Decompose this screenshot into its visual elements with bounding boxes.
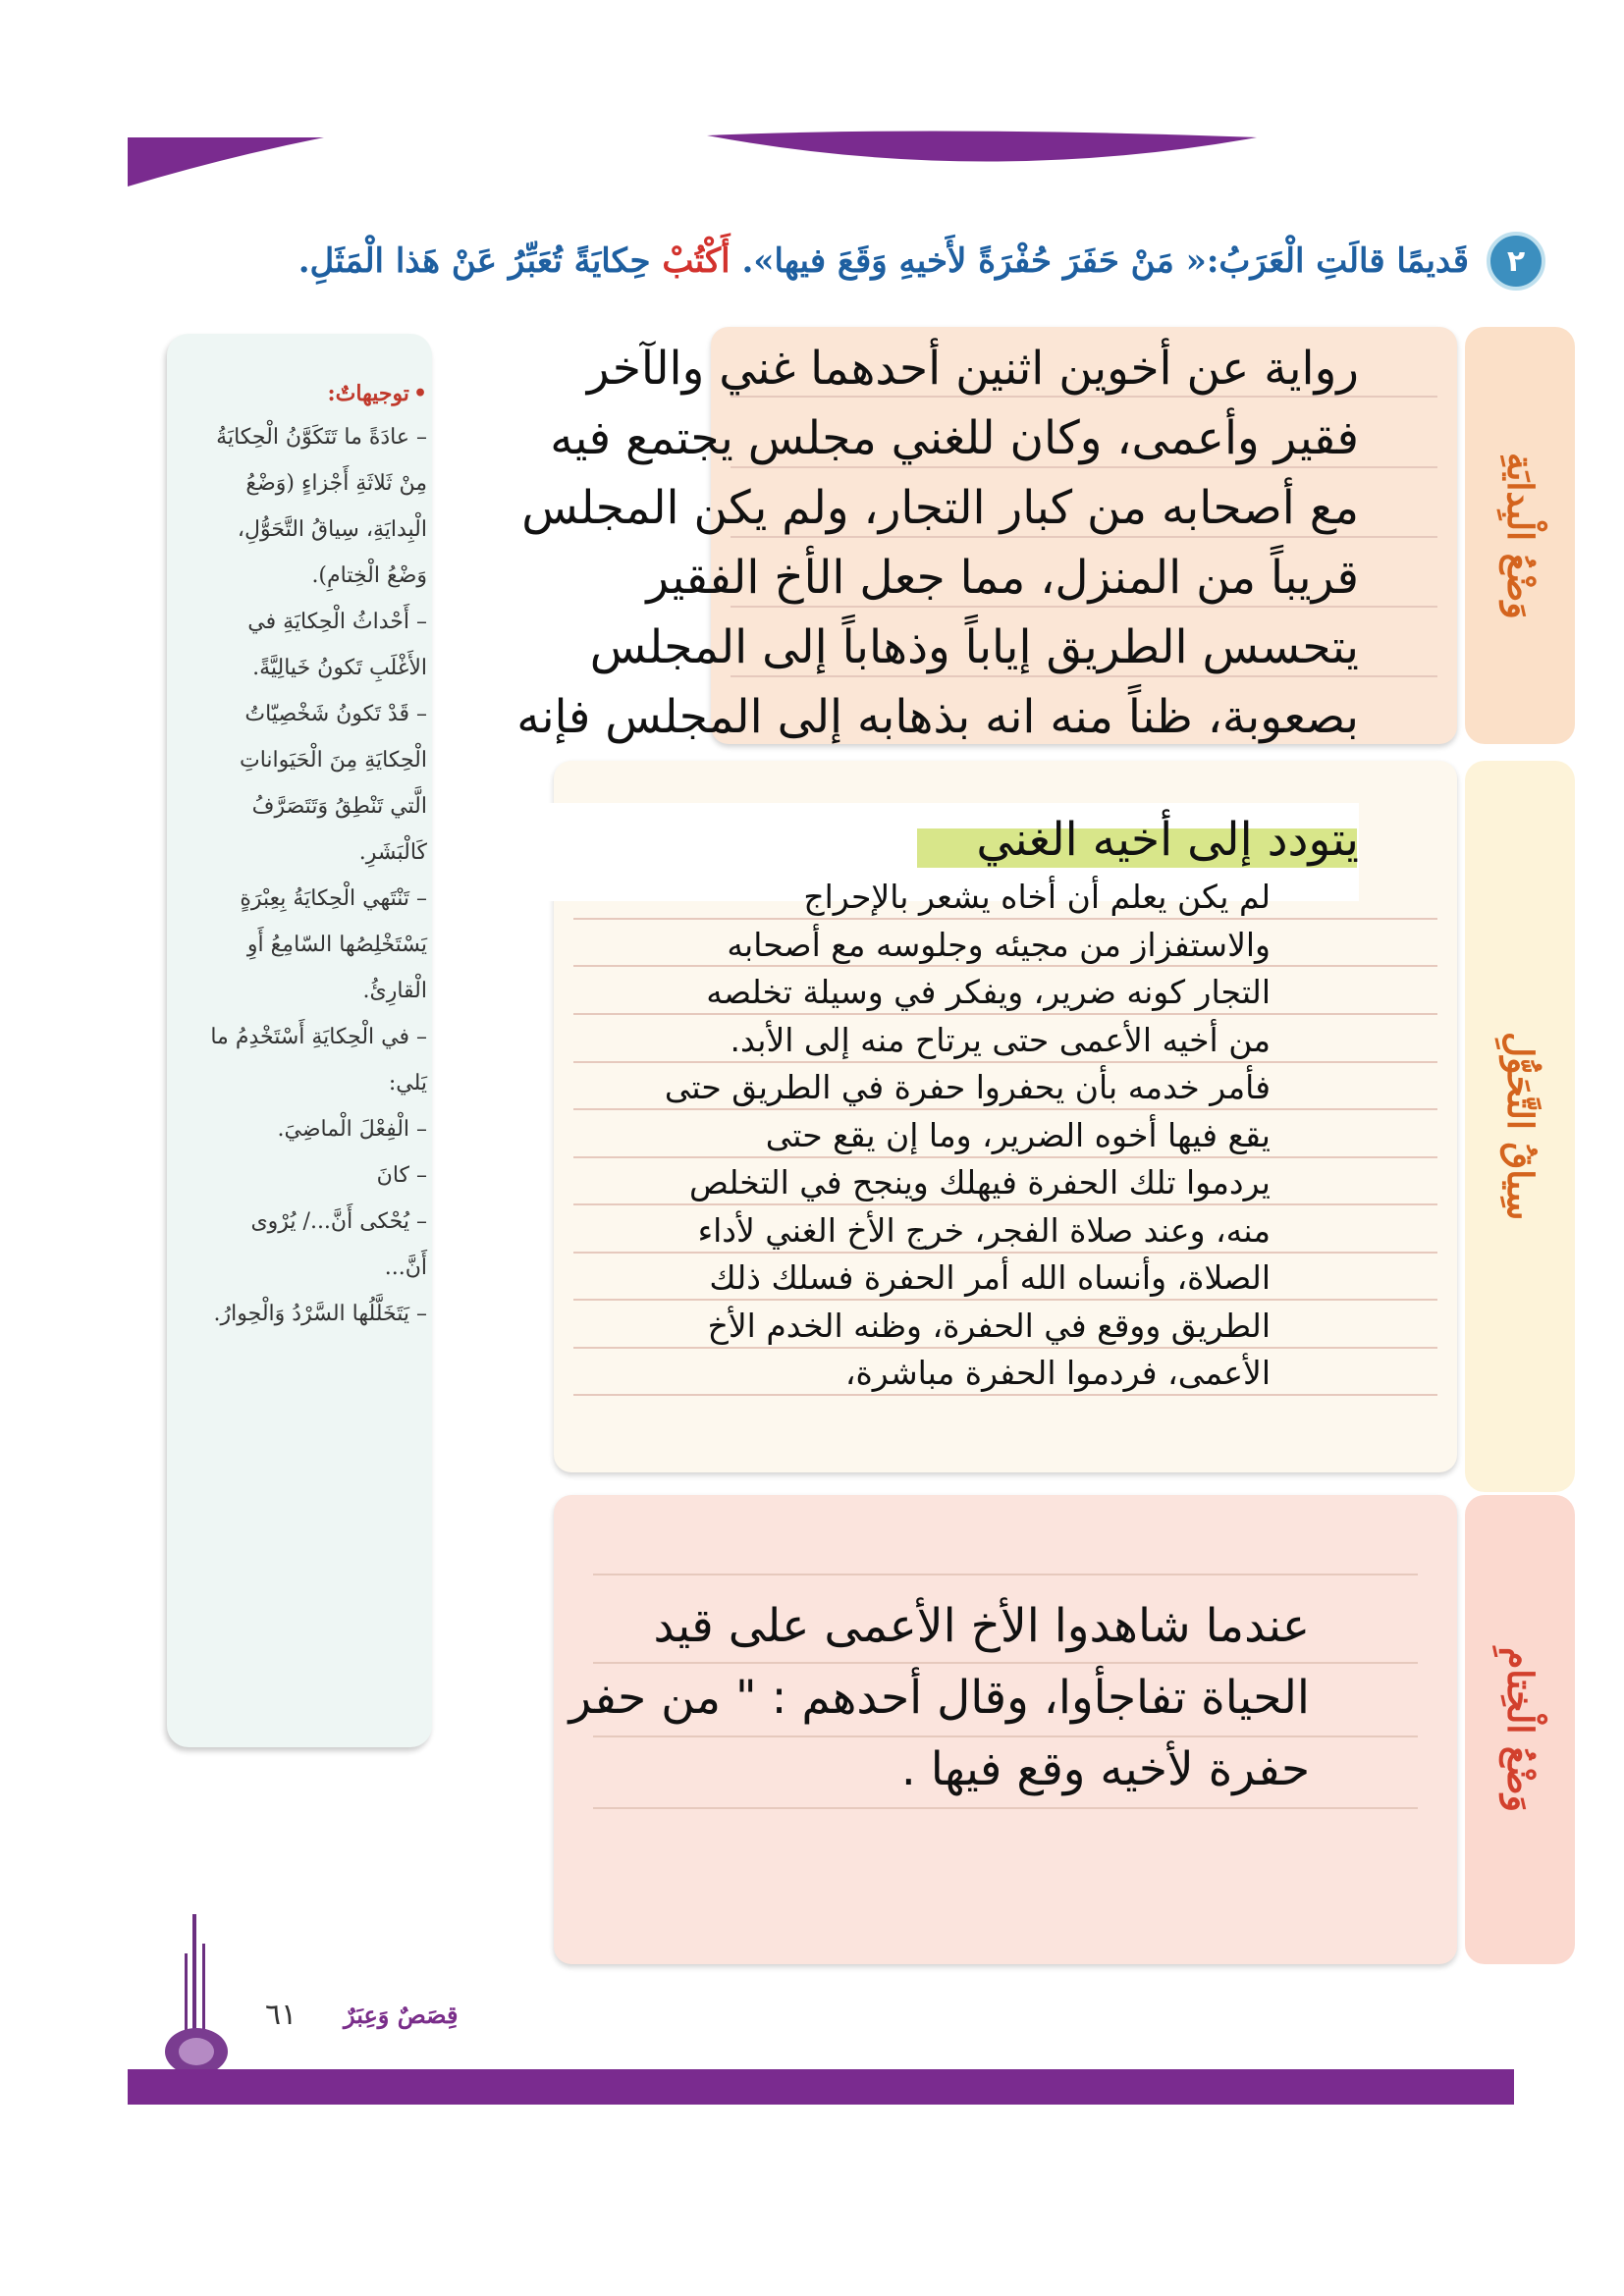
- instruction-line: – يُحْكى أَنَّ.../ يُرْوى: [250, 1209, 427, 1234]
- stage-tab-start: [1465, 327, 1575, 744]
- instruction-line: الَّتي تَنْطِقُ وَتَتَصَرَّفُ: [251, 794, 427, 819]
- story-end-line: الحياة تفاجأوا، وقال أحدهم : " من حفر: [568, 1671, 1310, 1725]
- instruction-line: – يَتَخَلَّلُها السَّرْدُ وَالْحِوارُ.: [213, 1302, 427, 1326]
- story-middle-line: يردموا تلك الحفرة فيهلك وينجح في التخلص: [688, 1163, 1271, 1201]
- instructions-title: • توجيهاتٌ:: [177, 381, 427, 406]
- top-decorative-band: [0, 0, 1624, 255]
- instruction-line: مِنْ ثَلاثَةِ أَجْزاءٍ (وَضْعُ: [245, 471, 427, 496]
- story-middle-line: الطريق ووقع في الحفرة، وظنه الخدم الأخ: [707, 1306, 1271, 1345]
- instruction-line: – تَنْتَهي الْحِكايَةُ بِعِبْرَةٍ: [240, 886, 427, 911]
- story-start-line: بصعوبة، ظناً منه انه بذهابه إلى المجلس فإنه: [516, 690, 1359, 744]
- story-middle-line: التجار كونه ضرير، ويفكر في وسيلة تخلصه: [706, 973, 1271, 1011]
- instruction-line: الْبِدايَةِ، سِياقُ التَّحَوُّلِ،: [237, 517, 427, 542]
- story-middle-text: [465, 874, 1271, 1398]
- instruction-line: – الْفِعْلَ الْماضِيَ.: [277, 1117, 427, 1142]
- story-end-line: حفرة لأخيه وقع فيها .: [900, 1742, 1310, 1796]
- book-title: قِصَصٌ وَعِبَرٌ: [344, 2001, 459, 2029]
- story-middle-line: الصلاة، وأنساه الله أمر الحفرة فسلك ذلك: [709, 1258, 1271, 1297]
- stage-tab-end: [1465, 1495, 1575, 1964]
- story-start-line: يتحسس الطريق إياباً وذهاباً إلى المجلس: [589, 620, 1359, 674]
- story-middle-line: والاستفزاز من مجيئه وجلوسه مع أصحابه: [727, 925, 1271, 964]
- story-middle-line: فأمر خدمه بأن يحفروا حفرة في الطريق حتى: [664, 1068, 1271, 1106]
- instruction-line: – قَدْ تَكونُ شَخْصِيّاتُ: [244, 702, 427, 726]
- instruction-line: – أَحْداثُ الْحِكايَةِ في: [247, 610, 427, 634]
- story-start-line: فقير وأعمى، وكان للغني مجلس يجتمع فيه: [550, 411, 1359, 465]
- instructions-content: [177, 381, 427, 1337]
- page-number: ٦١: [265, 1998, 298, 2032]
- story-middle-line: لم يكن يعلم أن أخاه يشعر بالإحراج: [803, 878, 1271, 916]
- instruction-line: وَضْعُ الْخِتامِ).: [311, 563, 427, 588]
- instruction-line: أَنَّ...: [384, 1255, 427, 1280]
- instruction-line: الْقارِئُ.: [362, 979, 427, 1003]
- question-rest: حِكايَةً تُعَبِّرُ عَنْ هَذا الْمَثَلِ.: [298, 241, 651, 281]
- question-verb: أَكْتُبْ: [662, 241, 731, 281]
- story-middle-line: الأعمى، فردموا الحفرة مباشرة،: [844, 1354, 1271, 1392]
- story-start-line: يتودد إلى أخيه الغني: [976, 813, 1359, 867]
- instruction-line: كَالْبَشَرِ.: [358, 840, 427, 865]
- instruction-line: الْحِكايَةِ مِنَ الْحَيَواناتِ: [240, 748, 427, 773]
- story-start-line: رواية عن أخوين اثنين أحدهما غني والآخر: [586, 342, 1359, 396]
- bottom-decorative-bar: [128, 2069, 1514, 2105]
- question-number-badge: ٢: [1487, 232, 1545, 291]
- story-middle-line: من أخيه الأعمى حتى يرتاح منه إلى الأبد.: [730, 1020, 1271, 1059]
- stage-tab-middle: [1465, 761, 1575, 1492]
- instruction-line: – عادَةً ما تَتَكَوَّنُ الْحِكايَةُ: [216, 425, 427, 450]
- story-start-line: مع أصحابه من كبار التجار، ولم يكن المجلس: [521, 481, 1359, 535]
- stage-label-end: وَضْعُ الْخِتامِ: [1499, 1647, 1541, 1812]
- book-logo-icon: [157, 1914, 236, 2081]
- story-end-line: عندما شاهدوا الأخ الأعمى على قيد: [653, 1599, 1310, 1653]
- stage-label-middle: سِياقُ التَّحَوُّلِ: [1499, 1032, 1541, 1221]
- instruction-line: – في الْحِكايَةِ أَسْتَخْدِمُ ما: [210, 1025, 427, 1049]
- story-middle-line: منه، وعند صلاة الفجر، خرج الأخ الغني لأداء: [697, 1210, 1271, 1250]
- instruction-line: الأَغْلَبِ تَكونُ خَيالِيَّةً.: [252, 656, 427, 680]
- question-header: [92, 232, 1545, 291]
- instruction-line: – كانَ: [376, 1163, 427, 1188]
- stage-label-start: وَضْعُ الْبِدايَةِ: [1499, 452, 1541, 619]
- instruction-line: يَسْتَخْلِصُها السّامِعُ أَوِ: [246, 933, 427, 957]
- question-proverb: قَديمًا قالَتِ الْعَرَبُ:« مَنْ حَفَرَ حُفْرَةً لأَخيهِ وَقَعَ فيها».: [741, 241, 1469, 281]
- question-text: [298, 241, 1469, 281]
- instruction-line: يَلي:: [388, 1071, 427, 1095]
- story-middle-line: يقع فيها أخوه الضرير، وما إن يقع حتى: [765, 1115, 1271, 1154]
- story-start-line: قريباً من المنزل، مما جعل الأخ الفقير: [646, 551, 1359, 605]
- story-end-text: [465, 1590, 1310, 1805]
